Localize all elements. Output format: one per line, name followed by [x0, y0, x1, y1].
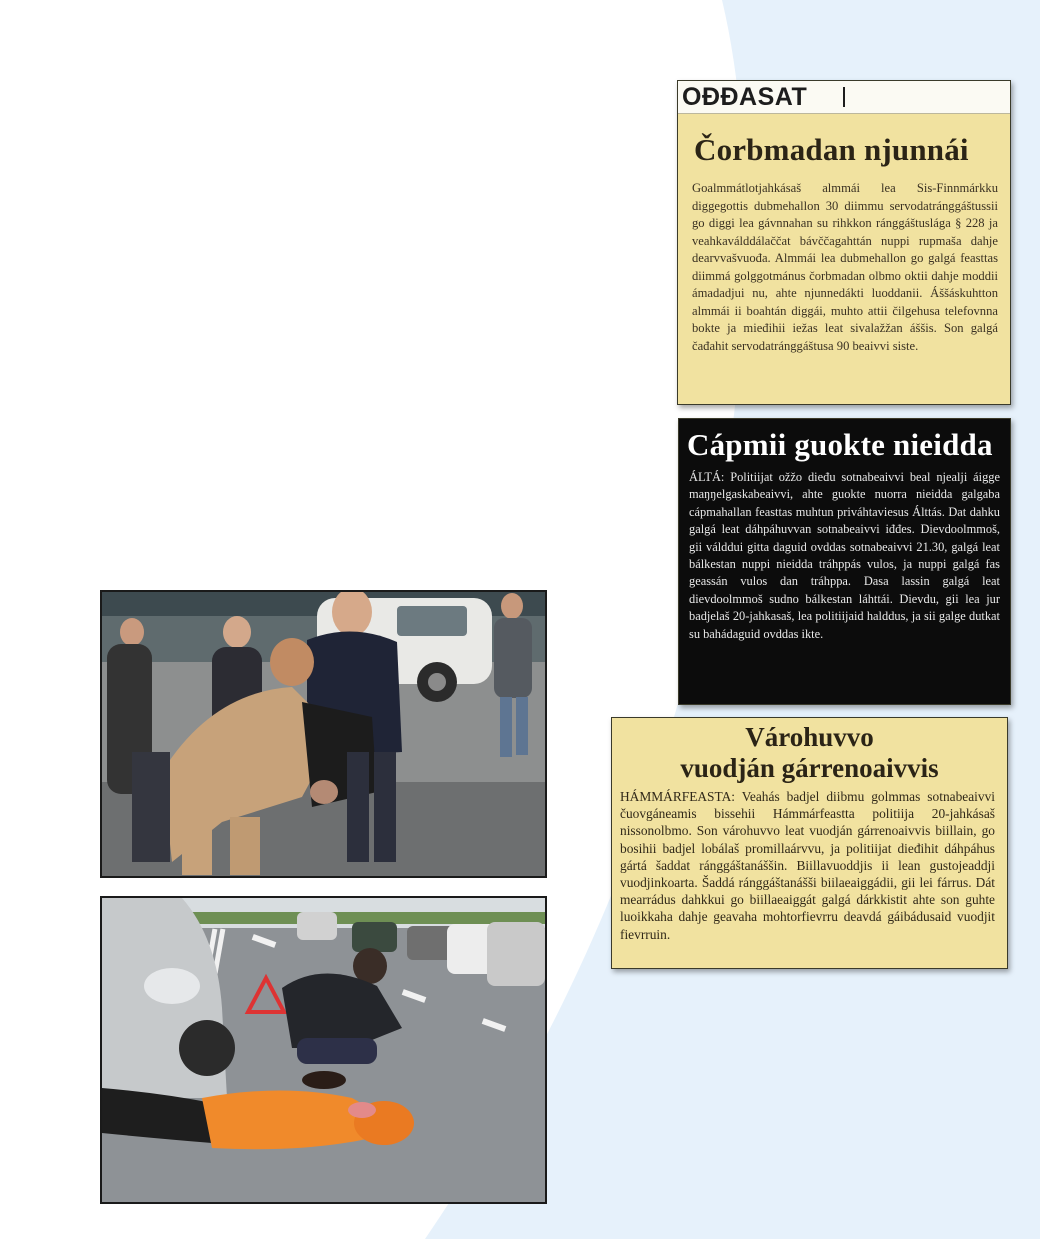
- street-fight-photo: [100, 590, 547, 878]
- clipping-body: Goalmmátlotjahkásaš almmái lea Sis-Finnmárkku diggegottis dubmehallon 30 diimmu servodatránggáštussii go diggi lea gávnnahan su rihkkon ránggáštuslága § 228 ja veahkaválddálaččat bávččagahttán nuppi rupmaša dahje dearvvašvuođa. Almmái lea dubmehallon go galgá feasttas diimmá golggotmánus čorbmadan olbmo oktii dahje moddii ámadadjui nu, ahte njunnedákti luoddanii. Áššáskuhtton almmái ii boahtán diggái, muhto attii čilgehusa telefovnna bokte ja mieđihii iežas leat sivalažžan áššis. Son galgá čađahit servodatránggáštusa 90 beaivvi siste.: [692, 181, 998, 353]
- clipping-headline: Čorbmadan njunnái: [694, 132, 969, 167]
- news-clipping-capmii: [678, 418, 1011, 705]
- clipping-body: ÁLTÁ: Politiijat ožžo dieđu sotnabeaivvi beal njealji áigge maŋŋelgaskabeaivvi, ahte guokte nuorra nieidda galgaba cápmahallan feasttas muhtun priváhtaviesus Álttás. Dat dahku galgá leat dáhpáhuvvan sotnabeaivvi iđđes. Dievdoolmmoš, gii válddui gitta daguid ovddas sotnabeaivvi 21.30, galgá leat bálkestan nuppi nieidda tráhppás vulos, ja nuppi galgá fas geassán vulos dan tráhppa. Dasa lassin galgá leat dievdoolmmoš sudno bálkestan láhttái. Dievdu, gii lea jur badjelaš 20-jahkasaš, lea politiijaid halddus, ja sii galge dutkat su bahádaguid ovddas ikte.: [689, 470, 1000, 641]
- news-clipping-varohuvvo: [611, 717, 1008, 969]
- masthead-divider: [843, 87, 845, 107]
- masthead-title: OĐĐASAT: [682, 83, 808, 111]
- clipping-headline: Cápmii guokte nieidda: [687, 427, 993, 462]
- headline-line-1: Várohuvvo: [745, 722, 874, 752]
- headline-line-2: vuodján gárrenoaivvis: [680, 753, 939, 783]
- traffic-accident-photo: [100, 896, 547, 1204]
- clipping-body: HÁMMÁRFEASTA: Veahás badjel diibmu golmmas sotnabeaivvi čuovgáneamis bissehii Hámmárfeastta politiija 20-jahkásaš nissonolbmo. Son várohuvvo leat vuodján gárrenoaivvis biillain, go bosihii badjel lobálaš promillaárvvu, ja politiijat dieđihit dáhpáhus gártá šaddat ránggáštanáššin. Biillavuoddjis ii lean gustojeaddji vuodjinkoarta. Šaddá ránggáštanášši biilaeaiggádii, gii lei fárrus. Dát mearrádus dahkkui go biillaeaiggát galgá dárkkistit ahte son guhte luoikkaha dahje geavaha mohtorfievrru deavdá gáibádusaid vuodjit fievrruin.: [620, 789, 995, 942]
- masthead-bar: [678, 81, 1010, 114]
- news-clipping-corbmadan: [677, 80, 1011, 405]
- clipping-headline: [612, 722, 1007, 784]
